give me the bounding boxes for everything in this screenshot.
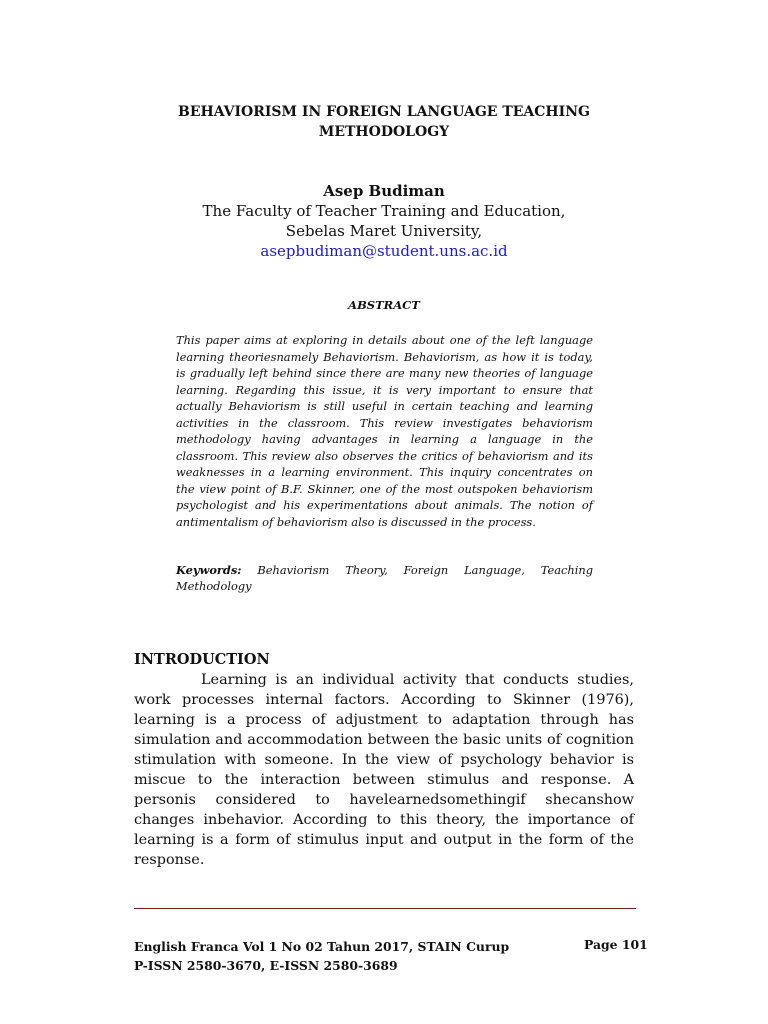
paper-title: [134, 102, 634, 142]
footer-journal-info: [134, 937, 509, 975]
author-university: Sebelas Maret University,: [285, 222, 483, 240]
author-name: Asep Budiman: [323, 182, 445, 200]
abstract-heading: ABSTRACT: [348, 298, 420, 312]
abstract-text: This paper aims at exploring in details about one of the left language learning theoriesnamely Behaviorism. Behaviorism, as how it is today, is gradually left behind since there are many new theories of language learning. Regarding this issue, it is very important to ensure that actually Behaviorism is still useful in certain teaching and learning activities in the classroom. This review investigates behaviorism methodology having advantages in learning a language in the classroom. This review also observes the critics of behaviorism and its weaknesses in a learning environment. This inquiry concentrates on the view point of B.F. Skinner, one of the most outspoken behaviorism psychologist and his experimentations about animals. The notion of antimentalism of behaviorism also is discussed in the process.: [176, 333, 593, 529]
page-number: Page 101: [584, 937, 648, 952]
introduction-heading: INTRODUCTION: [134, 651, 270, 668]
author-faculty: The Faculty of Teacher Training and Education,: [202, 202, 566, 220]
author-block: [134, 181, 634, 261]
introduction-text: Learning is an individual activity that conducts studies, work processes internal factors. According to Skinner (1976), learning is a process of adjustment to adaptation through has simulation and accommodation between the basic units of cognition stimulation with someone. In the view of psychology behavior is miscue to the interaction between stimulus and response. A personis considered to havelearnedsomethingif shecanshow changes inbehavior. According to this theory, the importance of learning is a form of stimulus input and output in the form of the response.: [134, 672, 634, 868]
author-email[interactable]: asepbudiman@student.uns.ac.id: [260, 242, 508, 260]
title-line-2: METHODOLOGY: [318, 124, 450, 140]
footer-divider: [134, 908, 636, 909]
title-line-1: BEHAVIORISM IN FOREIGN LANGUAGE TEACHING: [178, 104, 590, 120]
keywords-text: Behaviorism Theory, Foreign Language, Teaching Methodology: [176, 563, 593, 593]
keywords: [176, 562, 593, 594]
footer-issn: P-ISSN 2580-3670, E-ISSN 2580-3689: [134, 958, 398, 973]
footer-journal: English Franca Vol 1 No 02 Tahun 2017, STAIN Curup: [134, 939, 510, 954]
keywords-label: Keywords:: [176, 563, 242, 577]
